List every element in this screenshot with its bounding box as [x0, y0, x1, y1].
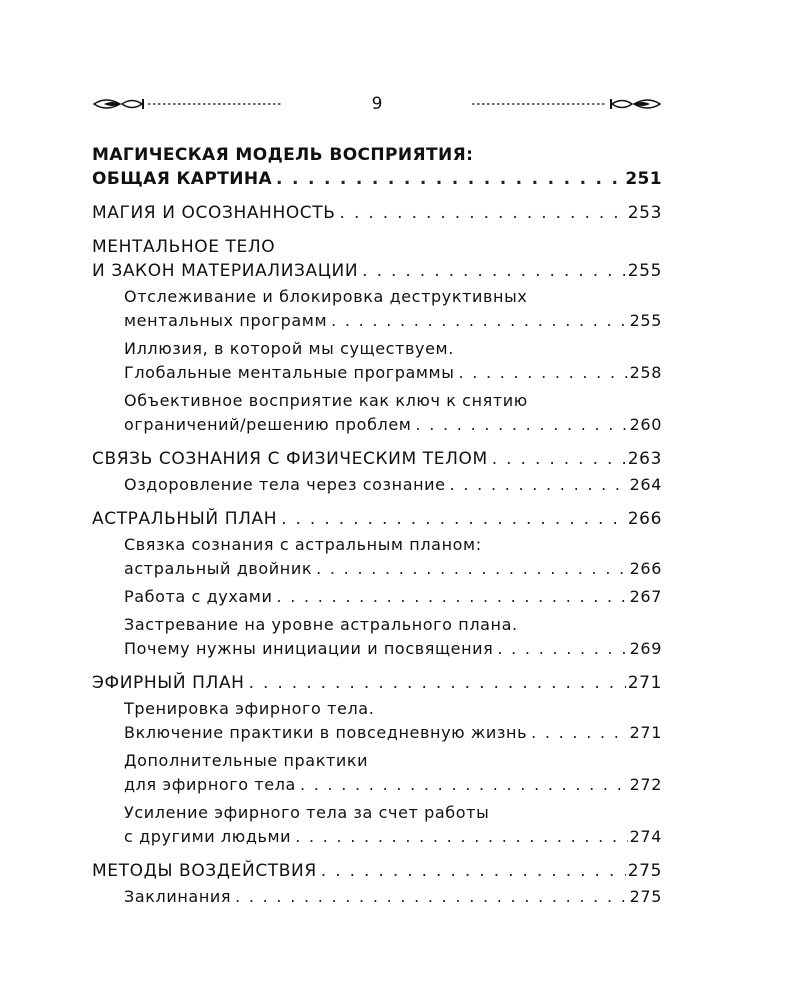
toc-subsection [92, 389, 662, 437]
toc-line[interactable]: МАГИЧЕСКАЯ МОДЕЛЬ ВОСПРИЯТИЯ: [92, 145, 474, 165]
toc-sub-line[interactable]: ограничений/решению проблем . . . 260 [124, 413, 662, 437]
toc-sub-line[interactable]: Иллюзия, в которой мы существуем. [124, 339, 454, 358]
toc-sub-line[interactable]: Связка сознания с астральным планом: [124, 535, 482, 554]
toc-sub-line[interactable]: Усиление эфирного тела за счет работы [124, 803, 490, 822]
toc-subsection [92, 749, 662, 797]
toc-sub-line[interactable]: Дополнительные практики [124, 751, 369, 770]
toc-sub-line[interactable]: Объективное восприятие как ключ к снятию [124, 391, 528, 410]
toc-subsection [92, 885, 662, 909]
toc-subsection [92, 697, 662, 745]
toc-page-number: 253 [627, 203, 662, 223]
toc-section [92, 859, 662, 909]
toc-line[interactable]: МЕНТАЛЬНОЕ ТЕЛО [92, 237, 276, 257]
toc-page-number: 272 [629, 775, 662, 794]
toc-subsection [92, 337, 662, 385]
toc-section [92, 201, 662, 225]
toc-page-number: 258 [629, 363, 662, 382]
toc-page-number: 251 [625, 169, 662, 189]
toc-page-number: 275 [627, 861, 662, 881]
toc-subsection [92, 801, 662, 849]
toc-page-number: 260 [629, 415, 662, 434]
toc-sub-line[interactable]: Тренировка эфирного тела. [124, 699, 375, 718]
toc-section [92, 143, 662, 191]
toc-sub-line[interactable]: Отслеживание и блокировка деструктивных [124, 287, 528, 306]
toc-sub-line[interactable]: Включение практики в повседневную жизнь . . . 271 [124, 721, 662, 745]
toc-sub-line[interactable]: Работа с духами . . . 267 [124, 585, 662, 609]
toc-subsection [92, 533, 662, 581]
toc-section [92, 235, 662, 437]
toc-subsection [92, 473, 662, 497]
toc-page-number: 271 [629, 723, 662, 742]
toc-line[interactable]: ЭФИРНЫЙ ПЛАН . . . 271 [92, 671, 662, 695]
toc-section [92, 447, 662, 497]
toc-sub-line[interactable]: для эфирного тела . . . 272 [124, 773, 662, 797]
toc-subsection [92, 285, 662, 333]
toc-page-number: 269 [629, 639, 662, 658]
toc-line[interactable]: ОБЩАЯ КАРТИНА . . . 251 [92, 167, 662, 191]
toc-sub-line[interactable]: Глобальные ментальные программы . . . 258 [124, 361, 662, 385]
toc-section [92, 671, 662, 849]
toc-line[interactable]: МАГИЯ И ОСОЗНАННОСТЬ . . . 253 [92, 201, 662, 225]
toc-page-number: 271 [627, 673, 662, 693]
toc-sub-line[interactable]: с другими людьми . . . 274 [124, 825, 662, 849]
toc-page-number: 255 [629, 311, 662, 330]
table-of-contents [92, 143, 662, 919]
toc-page-number: 274 [629, 827, 662, 846]
toc-subsection [92, 613, 662, 661]
toc-page-number: 264 [629, 475, 662, 494]
toc-page-number: 266 [627, 509, 662, 529]
toc-page-number: 267 [629, 587, 662, 606]
toc-sub-line[interactable]: Почему нужны инициации и посвящения . . . 269 [124, 637, 662, 661]
toc-sub-line[interactable]: Заклинания . . . 275 [124, 885, 662, 909]
right-ornament-icon [472, 96, 662, 112]
page-header [92, 92, 662, 116]
toc-page-number: 263 [627, 449, 662, 469]
toc-sub-line[interactable]: Оздоровление тела через сознание . . . 264 [124, 473, 662, 497]
page-number: 9 [371, 94, 383, 114]
toc-subsection [92, 585, 662, 609]
toc-line[interactable]: СВЯЗЬ СОЗНАНИЯ С ФИЗИЧЕСКИМ ТЕЛОМ . . . 263 [92, 447, 662, 471]
toc-sub-line[interactable]: астральный двойник . . . 266 [124, 557, 662, 581]
toc-page-number: 255 [627, 261, 662, 281]
toc-page-number: 266 [629, 559, 662, 578]
toc-page-number: 275 [629, 887, 662, 906]
toc-line[interactable]: МЕТОДЫ ВОЗДЕЙСТВИЯ . . . 275 [92, 859, 662, 883]
toc-line[interactable]: АСТРАЛЬНЫЙ ПЛАН . . . 266 [92, 507, 662, 531]
toc-section [92, 507, 662, 661]
toc-sub-line[interactable]: ментальных программ . . . 255 [124, 309, 662, 333]
toc-sub-line[interactable]: Застревание на уровне астрального плана. [124, 615, 518, 634]
toc-line[interactable]: И ЗАКОН МАТЕРИАЛИЗАЦИИ . . . 255 [92, 259, 662, 283]
